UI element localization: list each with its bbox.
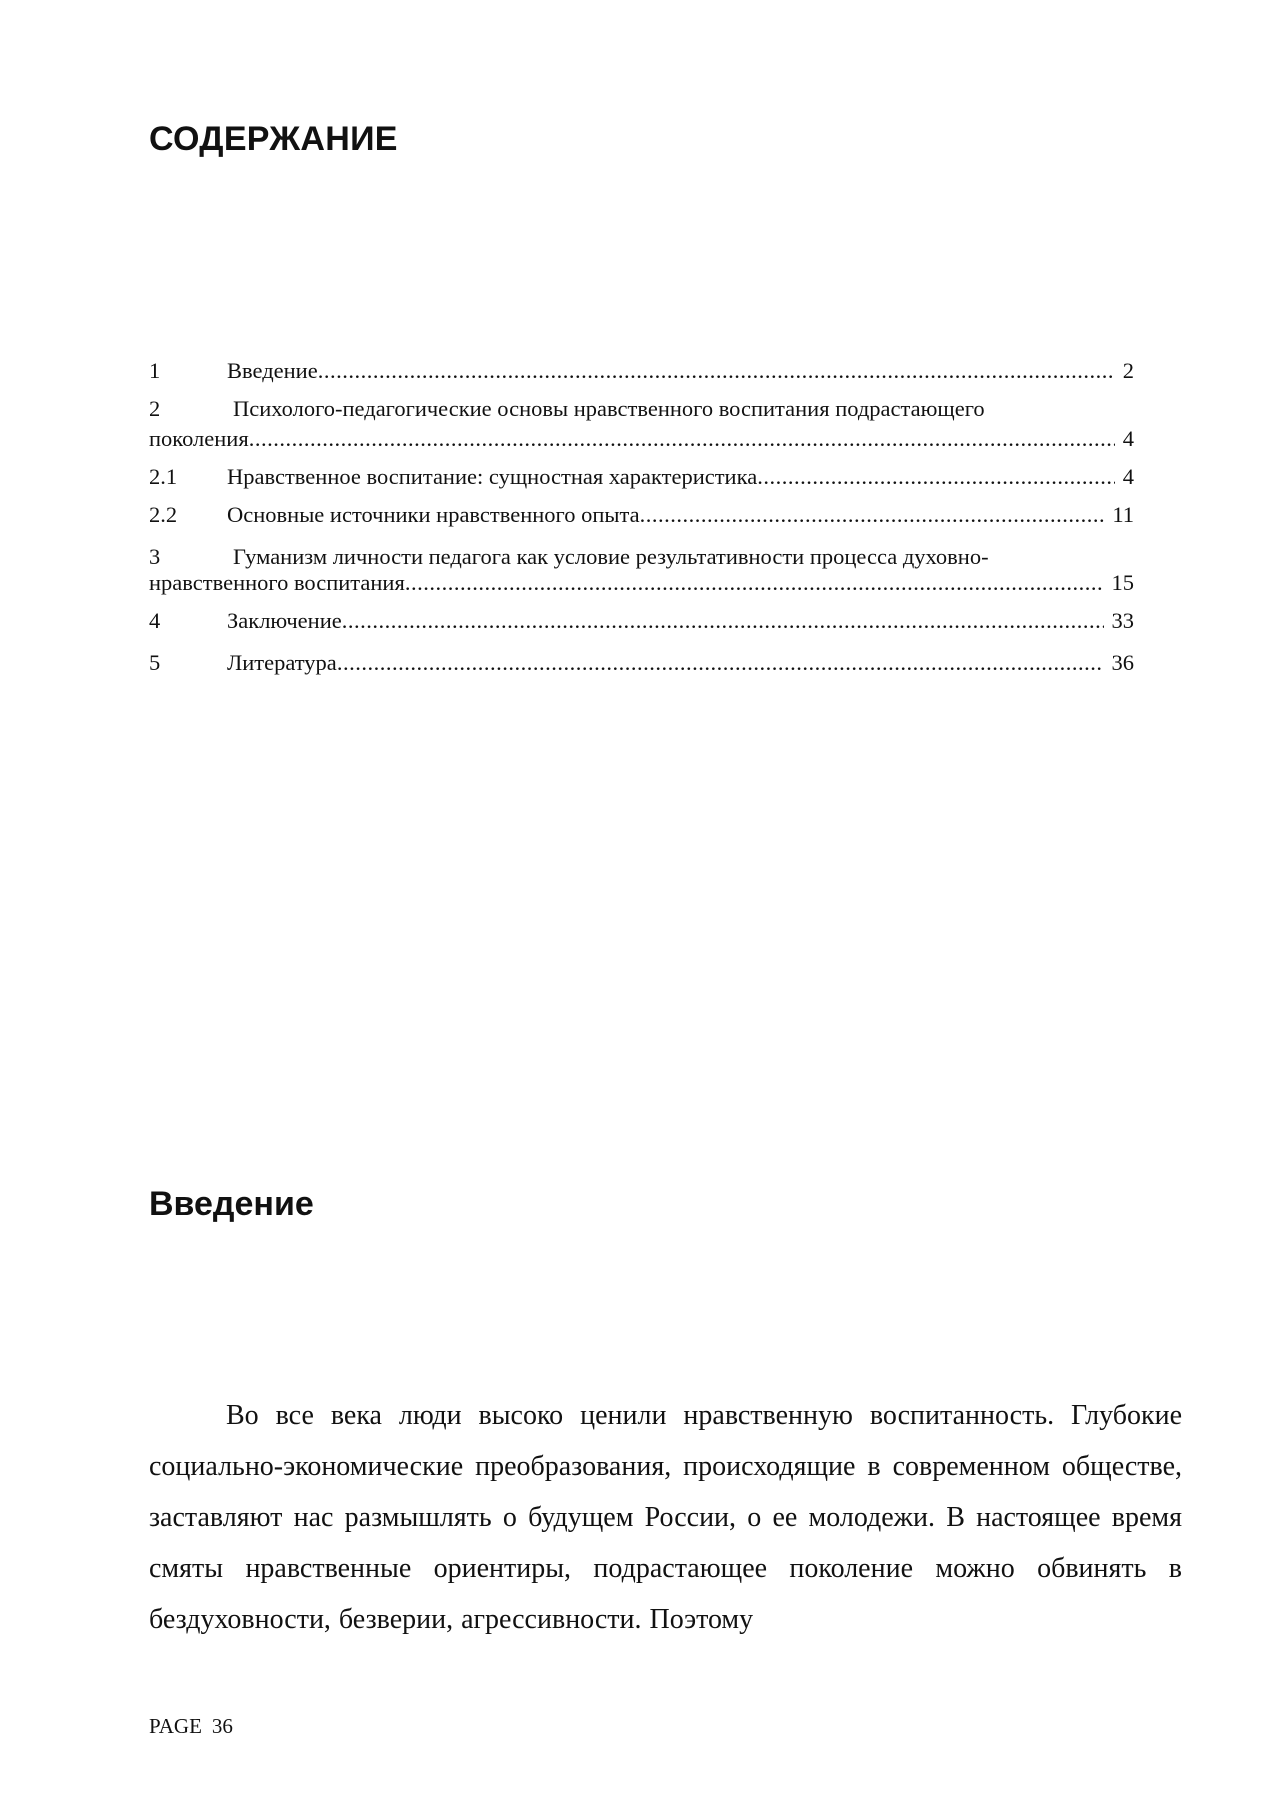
toc-entry-1[interactable] xyxy=(149,357,1134,385)
toc-entry-title: Основные источники нравственного опыта xyxy=(227,502,640,527)
toc-heading: СОДЕРЖАНИЕ xyxy=(149,120,398,158)
toc-leader-dots xyxy=(249,425,1115,453)
toc-entry-title: Заключение xyxy=(227,608,342,633)
toc-entry-page: 33 xyxy=(1111,608,1134,633)
toc-entry-number: 4 xyxy=(149,608,161,633)
toc-entry-number: 1 xyxy=(149,358,161,383)
toc-leader-dots xyxy=(405,569,1104,597)
toc-entry-4[interactable] xyxy=(149,607,1134,635)
intro-heading: Введение xyxy=(149,1185,314,1223)
toc-entry-page: 36 xyxy=(1111,650,1134,675)
toc-leader-dots xyxy=(757,463,1115,491)
toc-entry-title: Психолого-педагогические основы нравственного воспитания подрастающего xyxy=(233,396,985,421)
toc-leader-dots xyxy=(337,649,1104,677)
toc-entry-page: 11 xyxy=(1112,502,1134,527)
toc-entry-page: 4 xyxy=(1122,464,1134,489)
toc-entry-number: 2.2 xyxy=(149,502,178,527)
toc-entry-2[interactable] xyxy=(149,395,1134,453)
toc-leader-dots xyxy=(342,607,1104,635)
toc-entry-number: 3 xyxy=(149,544,161,569)
page-footer xyxy=(149,1713,233,1739)
toc-entry-number: 5 xyxy=(149,650,161,675)
toc-entry-number: 2 xyxy=(149,396,161,421)
toc-entry-title-continued: поколения xyxy=(149,426,249,451)
toc-entry-title: Литература xyxy=(227,650,337,675)
toc-entry-5[interactable] xyxy=(149,649,1134,677)
toc-entry-number: 2.1 xyxy=(149,464,178,489)
toc-entry-title: Введение xyxy=(227,358,318,383)
toc-entry-2-1[interactable] xyxy=(149,463,1134,491)
toc-entry-2-2[interactable] xyxy=(149,501,1134,529)
toc-leader-dots xyxy=(640,501,1105,529)
toc-entry-page: 2 xyxy=(1122,358,1134,383)
toc-entry-title-continued: нравственного воспитания xyxy=(149,570,405,595)
toc-entry-page: 4 xyxy=(1122,426,1134,451)
toc-entry-title: Нравственное воспитание: сущностная характеристика xyxy=(227,464,758,489)
toc-entry-title: Гуманизм личности педагога как условие результативности процесса духовно- xyxy=(233,544,989,569)
intro-paragraph: Во все века люди высоко ценили нравственную воспитанность. Глубокие социально-экономические преобразования, происходящие в современном обществе, заставляют нас размышлять о будущем России, о ее молодежи. В настоящее время смяты нравственные ориентиры, подрастающее поколение можно обвинять в бездуховности, безверии, агрессивности. Поэтому xyxy=(149,1400,1182,1635)
footer-page-number: 36 xyxy=(211,1714,233,1738)
toc-entry-page: 15 xyxy=(1111,570,1134,595)
toc-leader-dots xyxy=(318,357,1115,385)
toc-entry-3[interactable] xyxy=(149,543,1134,597)
footer-page-label: PAGE xyxy=(149,1714,202,1738)
